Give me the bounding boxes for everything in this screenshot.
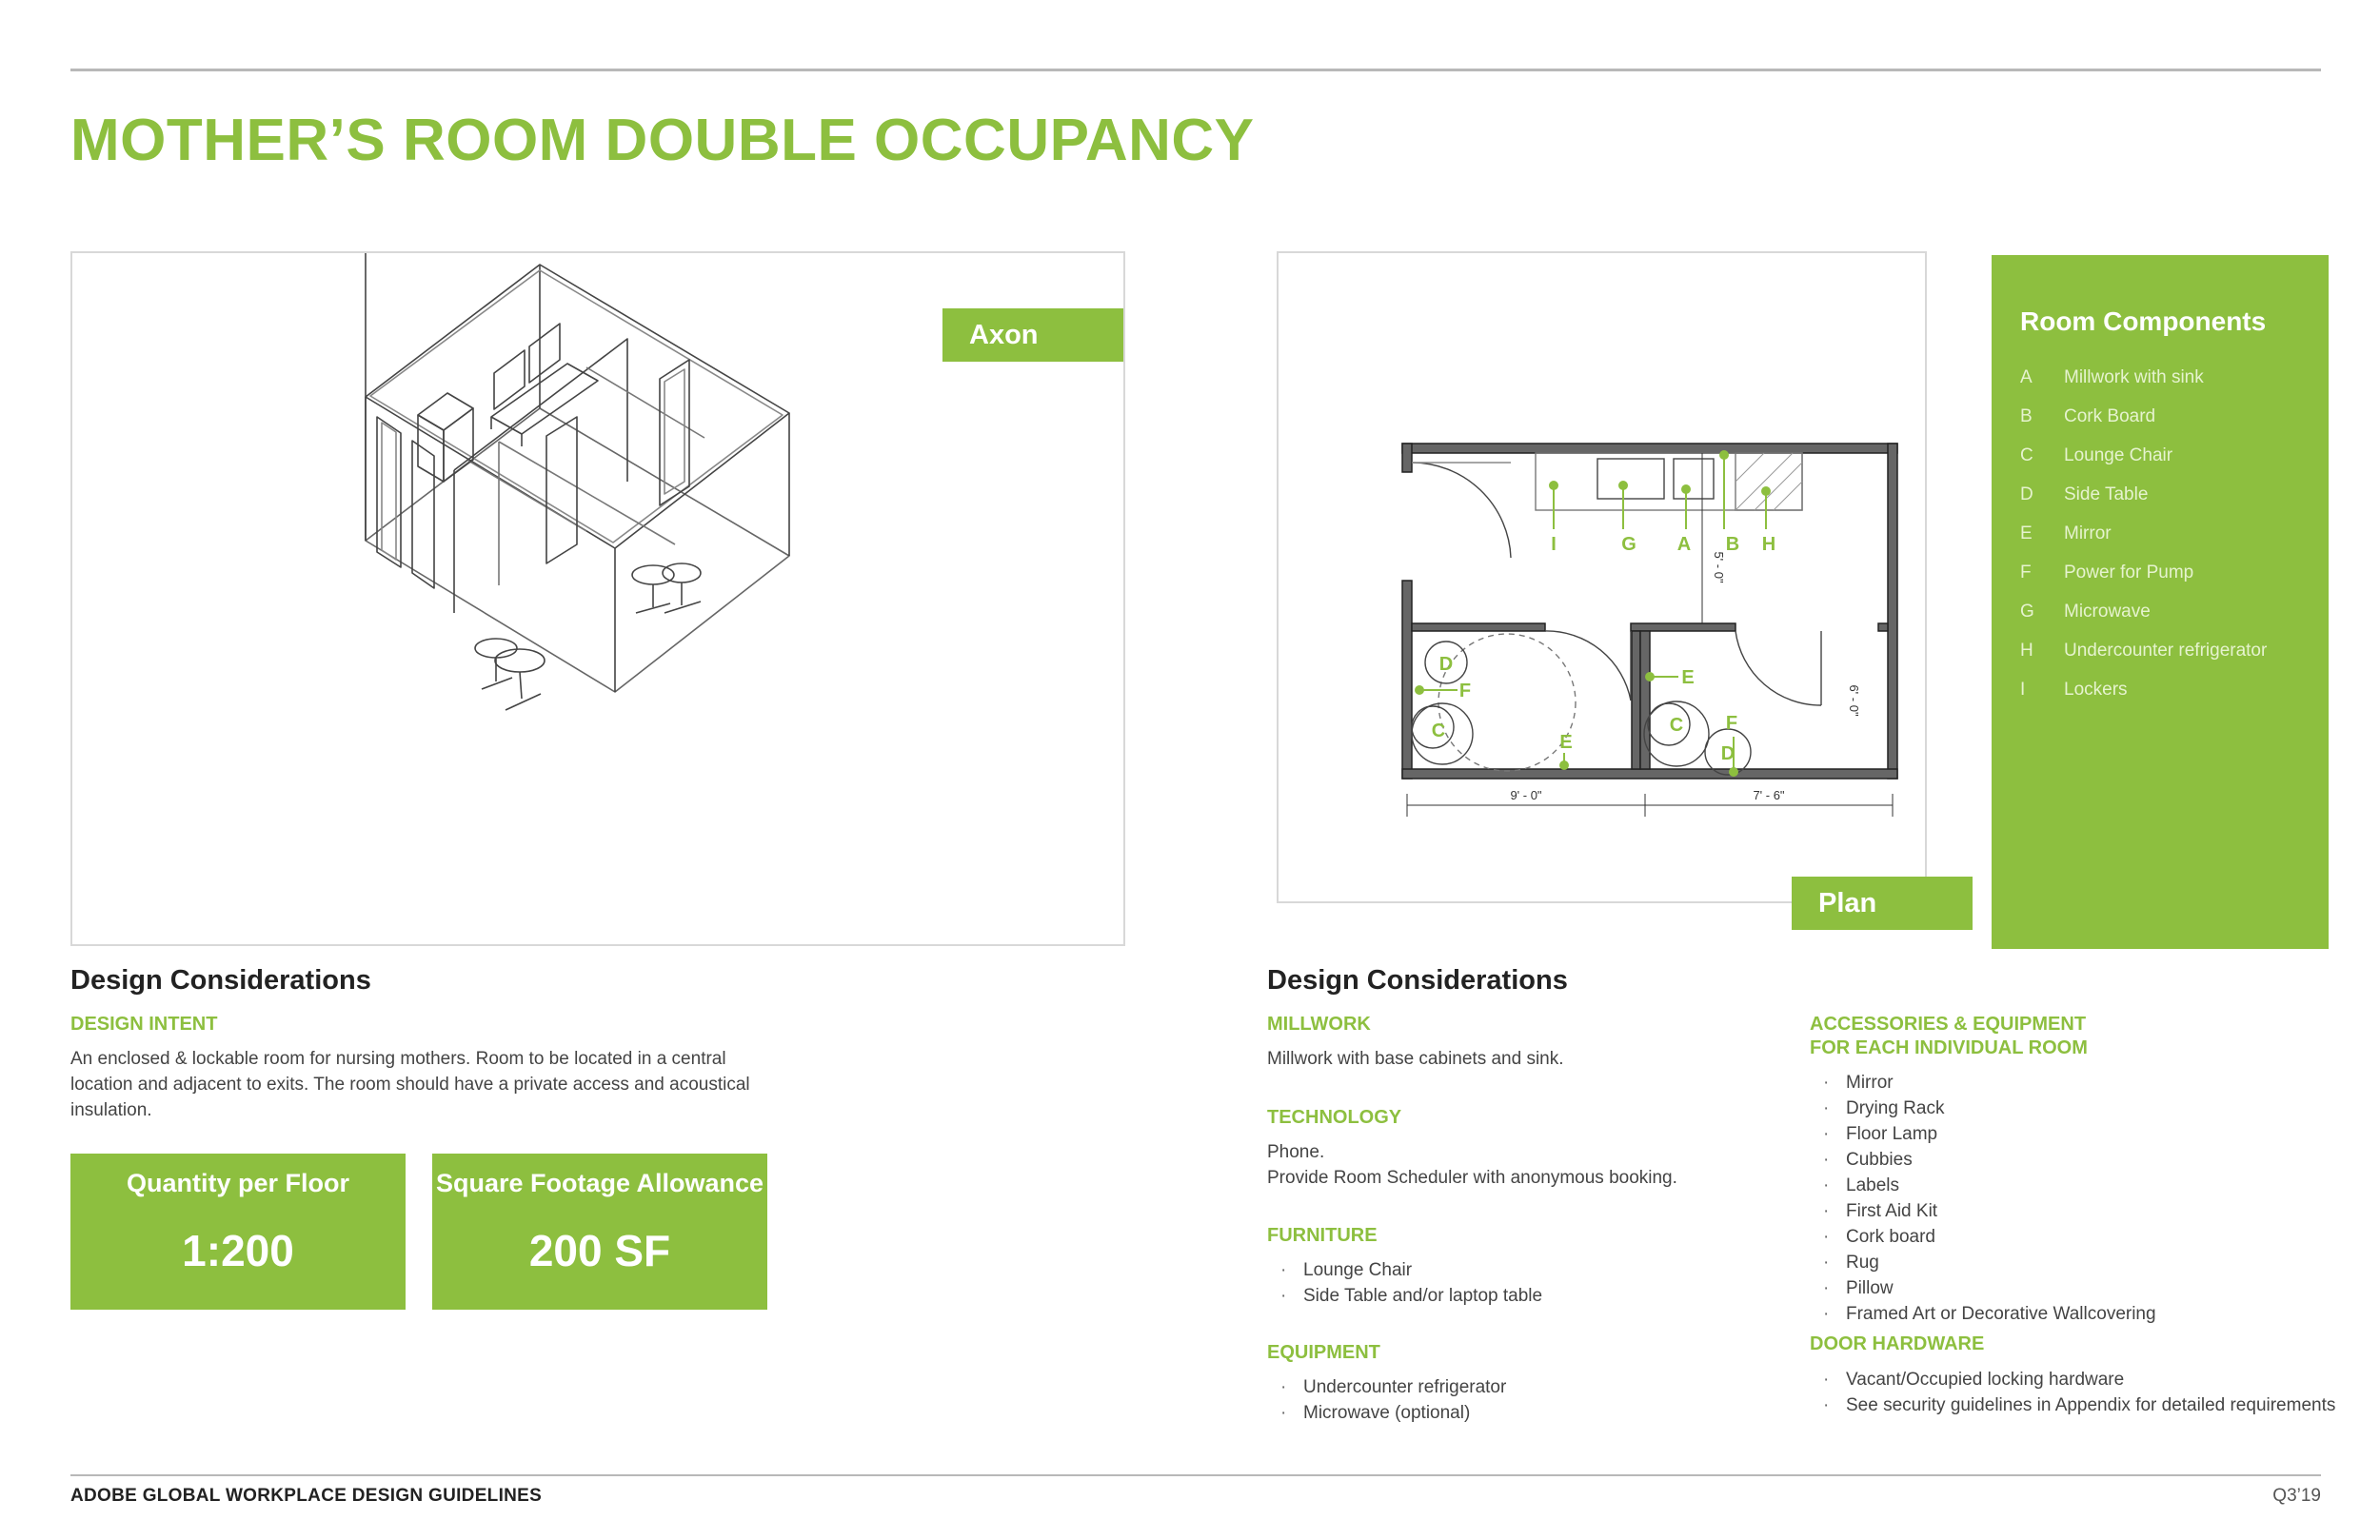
floor-plan-drawing bbox=[1279, 253, 1925, 901]
list-item: · Undercounter refrigerator bbox=[1267, 1374, 1506, 1400]
list-item: · Labels bbox=[1810, 1173, 2156, 1198]
list-item: · Vacant/Occupied locking hardware bbox=[1810, 1367, 2335, 1392]
room-components-list bbox=[2020, 358, 2300, 709]
room-component-item bbox=[2020, 436, 2300, 475]
door-hardware-list bbox=[1810, 1367, 2335, 1418]
equipment-list bbox=[1267, 1374, 1506, 1426]
room-component-letter: D bbox=[2020, 484, 2033, 504]
accessories-heading-line-2: FOR EACH INDIVIDUAL ROOM bbox=[1810, 1037, 2088, 1058]
dim-left-width: 9' - 0" bbox=[1510, 788, 1542, 802]
plan-marker-a: A bbox=[1676, 534, 1692, 555]
dim-depth-right: 6' - 0" bbox=[1847, 684, 1861, 717]
room-component-label: Millwork with sink bbox=[2064, 366, 2204, 387]
design-intent-heading: DESIGN INTENT bbox=[70, 1014, 218, 1035]
axon-tag: Axon bbox=[942, 308, 1123, 362]
door-hardware-heading: DOOR HARDWARE bbox=[1810, 1333, 1985, 1354]
plan-marker-b: B bbox=[1725, 534, 1740, 555]
accessories-list bbox=[1810, 1070, 2156, 1327]
room-components-panel bbox=[1992, 255, 2329, 949]
footer-rule bbox=[70, 1474, 2321, 1476]
dim-depth-top: 5' - 0" bbox=[1712, 551, 1726, 583]
plan-marker-c-left: C bbox=[1431, 721, 1446, 741]
plan-marker-i: I bbox=[1551, 534, 1557, 555]
quantity-per-floor-box bbox=[70, 1154, 406, 1310]
top-rule bbox=[70, 69, 2321, 71]
room-component-label: Microwave bbox=[2064, 601, 2151, 622]
room-component-letter: G bbox=[2020, 601, 2034, 622]
plan-marker-f-left: F bbox=[1458, 681, 1472, 701]
room-component-label: Lounge Chair bbox=[2064, 444, 2173, 465]
square-footage-label: Square Footage Allowance bbox=[435, 1169, 764, 1197]
plan-marker-e-right: E bbox=[1681, 667, 1695, 688]
room-component-item bbox=[2020, 397, 2300, 436]
list-item: · Pillow bbox=[1810, 1275, 2156, 1301]
room-component-letter: E bbox=[2020, 523, 2033, 543]
list-item: · Cubbies bbox=[1810, 1147, 2156, 1173]
plan-marker-g: G bbox=[1621, 534, 1636, 555]
square-footage-value: 200 SF bbox=[528, 1226, 671, 1275]
room-component-letter: A bbox=[2020, 366, 2033, 387]
room-components-heading: Room Components bbox=[2020, 306, 2267, 336]
list-item: · Microwave (optional) bbox=[1267, 1400, 1506, 1426]
millwork-text: Millwork with base cabinets and sink. bbox=[1267, 1049, 1564, 1069]
equipment-heading: EQUIPMENT bbox=[1267, 1342, 1380, 1363]
axon-frame bbox=[70, 251, 1125, 946]
room-component-label: Lockers bbox=[2064, 679, 2128, 700]
room-component-letter: H bbox=[2020, 640, 2033, 661]
plan-marker-e-left: E bbox=[1559, 732, 1573, 753]
design-intent-text: An enclosed & lockable room for nursing mothers. Room to be located in a central location and adjacent to exits. The room should have a private access and acoustical insulation. bbox=[70, 1049, 750, 1120]
footer-document-title: ADOBE GLOBAL WORKPLACE DESIGN GUIDELINES bbox=[70, 1486, 543, 1506]
room-component-letter: C bbox=[2020, 444, 2033, 465]
square-footage-box bbox=[432, 1154, 767, 1310]
plan-frame bbox=[1277, 251, 1927, 903]
room-component-letter: F bbox=[2020, 562, 2032, 582]
room-component-item bbox=[2020, 592, 2300, 631]
room-component-label: Side Table bbox=[2064, 484, 2149, 504]
plan-marker-d-right: D bbox=[1720, 743, 1735, 764]
quantity-per-floor-label: Quantity per Floor bbox=[126, 1169, 349, 1197]
list-item: · Drying Rack bbox=[1810, 1096, 2156, 1121]
plan-marker-f-right: F bbox=[1725, 713, 1738, 734]
accessories-heading-line-1: ACCESSORIES & EQUIPMENT bbox=[1810, 1014, 2087, 1035]
room-component-label: Mirror bbox=[2064, 523, 2112, 543]
technology-heading: TECHNOLOGY bbox=[1267, 1107, 1402, 1128]
right-design-considerations-heading: Design Considerations bbox=[1267, 965, 1568, 996]
room-component-label: Power for Pump bbox=[2064, 562, 2194, 582]
left-design-considerations-heading: Design Considerations bbox=[70, 965, 371, 996]
room-component-item bbox=[2020, 553, 2300, 592]
page-title: MOTHER’S ROOM DOUBLE OCCUPANCY bbox=[70, 108, 1255, 173]
plan-marker-c-right: C bbox=[1669, 715, 1684, 736]
plan-tag: Plan bbox=[1792, 877, 1973, 930]
plan-marker-d-left: D bbox=[1438, 654, 1454, 675]
room-component-label: Cork Board bbox=[2064, 405, 2156, 426]
room-component-letter: I bbox=[2020, 679, 2026, 700]
technology-line-1: Phone. bbox=[1267, 1142, 1325, 1162]
technology-line-2: Provide Room Scheduler with anonymous booking. bbox=[1267, 1168, 1677, 1188]
room-component-item bbox=[2020, 670, 2300, 709]
footer-date: Q3’19 bbox=[2272, 1486, 2321, 1506]
room-component-label: Undercounter refrigerator bbox=[2064, 640, 2268, 661]
furniture-heading: FURNITURE bbox=[1267, 1225, 1378, 1246]
quantity-per-floor-value: 1:200 bbox=[182, 1226, 294, 1275]
room-component-item bbox=[2020, 358, 2300, 397]
list-item: · First Aid Kit bbox=[1810, 1198, 2156, 1224]
millwork-heading: MILLWORK bbox=[1267, 1014, 1371, 1035]
list-item: · Rug bbox=[1810, 1250, 2156, 1275]
list-item: · Floor Lamp bbox=[1810, 1121, 2156, 1147]
room-component-letter: B bbox=[2020, 405, 2033, 426]
room-component-item bbox=[2020, 475, 2300, 514]
list-item: · Cork board bbox=[1810, 1224, 2156, 1250]
list-item: · Side Table and/or laptop table bbox=[1267, 1283, 1542, 1309]
plan-marker-h: H bbox=[1761, 534, 1776, 555]
furniture-list bbox=[1267, 1257, 1542, 1309]
dim-right-width: 7' - 6" bbox=[1753, 788, 1785, 802]
list-item: · Mirror bbox=[1810, 1070, 2156, 1096]
list-item: · See security guidelines in Appendix for detailed requirements bbox=[1810, 1392, 2335, 1418]
room-component-item bbox=[2020, 514, 2300, 553]
room-component-item bbox=[2020, 631, 2300, 670]
list-item: · Framed Art or Decorative Wallcovering bbox=[1810, 1301, 2156, 1327]
list-item: · Lounge Chair bbox=[1267, 1257, 1542, 1283]
